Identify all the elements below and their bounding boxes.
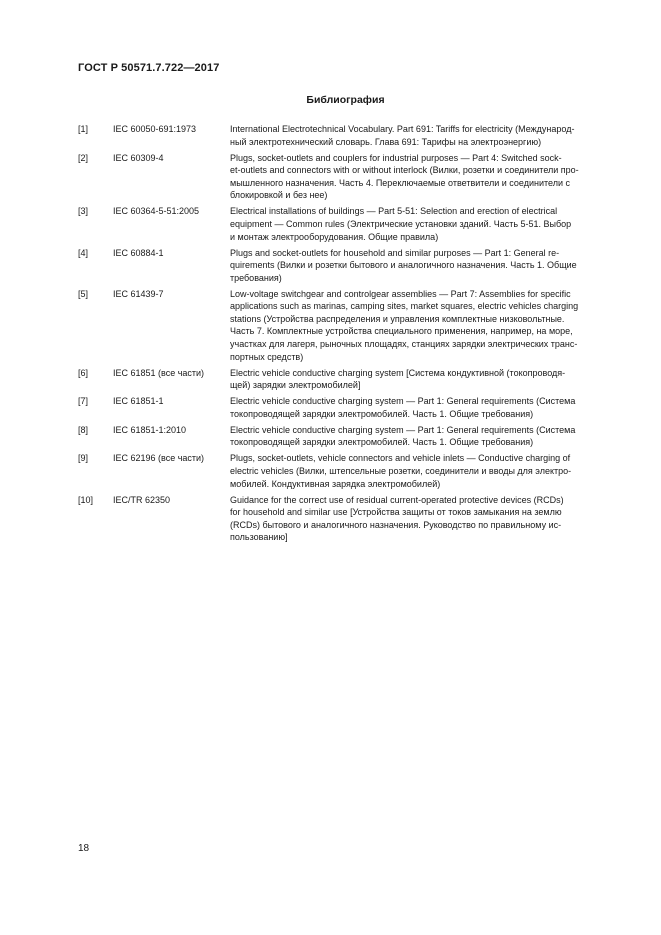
entry-standard: IEC 60884-1: [113, 247, 164, 258]
entry-number: [4]: [78, 247, 89, 258]
bibliography-list: [78, 123, 616, 547]
entry-standard: IEC 62196 (все части): [113, 453, 205, 464]
entry-description: International Electrotechnical Vocabulary. Part 691: Tariffs for electricity (Международ- ный электротехнический словарь. Глава 691: Тарифы на электроэнергию): [230, 124, 575, 147]
section-title: Библиография: [306, 94, 385, 106]
entry-number: [3]: [78, 206, 89, 217]
bibliography-entry: [78, 205, 616, 243]
entry-description: Plugs, socket-outlets, vehicle connectors and vehicle inlets — Conductive charging of electric vehicles (Вилки, штепсельные розетки, соединители и вводы для электро- мобилей. Кондуктивная зарядка электромобилей): [230, 453, 572, 489]
bibliography-entry: [78, 247, 616, 285]
bibliography-entry: [78, 395, 616, 420]
entry-description: Low-voltage switchgear and controlgear assemblies — Part 7: Assemblies for specific applications such as marinas, camping sites, market squares, electric vehicles charging stations (Устройства распределения и управления комплектные низковольтные. Часть 7. Комплектные устройства специального применения, например, на море, участках для лагеря, рыночных площадях, станциях зарядки электрических транс- портных средств): [230, 288, 579, 362]
entry-number: [9]: [78, 453, 89, 464]
entry-number: [2]: [78, 152, 89, 163]
entry-description: Electric vehicle conductive charging system — Part 1: General requirements (Система токопроводящей зарядки электромобилей. Часть 1. Общие требования): [230, 396, 576, 419]
entry-standard: IEC 61851-1:2010: [113, 424, 187, 435]
bibliography-entry: [78, 452, 616, 490]
entry-standard: IEC 60309-4: [113, 152, 164, 163]
entry-standard: IEC 60050-691:1973: [113, 124, 197, 134]
entry-description: Guidance for the correct use of residual current-operated protective devices (RCDs) for household and similar use [Устройства защиты от токов замыкания на землю (RCDs) бытового и аналогичного назначения. Руководство по правильному ис- пользованию]: [230, 494, 564, 543]
entry-standard: IEC 60364-5-51:2005: [113, 206, 200, 217]
entry-number: [10]: [78, 494, 94, 505]
bibliography-entry: [78, 367, 616, 392]
bibliography-entry: [78, 494, 616, 544]
entry-standard: IEC 61439-7: [113, 288, 164, 299]
entry-number: [8]: [78, 424, 89, 435]
entry-description: Electric vehicle conductive charging system — Part 1: General requirements (Система токопроводящей зарядки электромобилей. Часть 1. Общие требования): [230, 424, 576, 448]
page-number: 18: [78, 843, 90, 854]
entry-standard: IEC 61851-1: [113, 396, 164, 407]
entry-number: [6]: [78, 367, 89, 378]
document-code: ГОСТ Р 50571.7.722—2017: [78, 62, 220, 74]
bibliography-entry: [78, 123, 616, 148]
entry-standard: IEC 61851 (все части): [113, 367, 205, 378]
entry-standard: IEC/TR 62350: [113, 494, 171, 505]
entry-description: Plugs, socket-outlets and couplers for industrial purposes — Part 4: Switched sock- et-outlets and connectors with or without interlock (Вилки, розетки и соединители про- мышленного назначения. Часть 4. Переключаемые ответвители и соединители с блокировкой и без нее): [230, 152, 579, 201]
bibliography-entry: [78, 288, 616, 364]
entry-description: Electric vehicle conductive charging system [Система кондуктивной (токопроводя- щей) зарядки электромобилей]: [230, 367, 566, 391]
entry-description: Plugs and socket-outlets for household and similar purposes — Part 1: General re- quirements (Вилки и розетки бытового и аналогичного назначения. Часть 1. Общие требования): [230, 247, 577, 283]
bibliography-entry: [78, 424, 616, 449]
entry-number: [7]: [78, 396, 89, 407]
entry-number: [5]: [78, 288, 89, 299]
entry-description: Electrical installations of buildings — Part 5-51: Selection and erection of electrical equipment — Common rules (Электрические установки зданий. Часть 5-51. Выбор и монтаж электрооборудования. Общие правила): [230, 206, 572, 242]
entry-number: [1]: [78, 124, 89, 134]
bibliography-entry: [78, 152, 616, 202]
